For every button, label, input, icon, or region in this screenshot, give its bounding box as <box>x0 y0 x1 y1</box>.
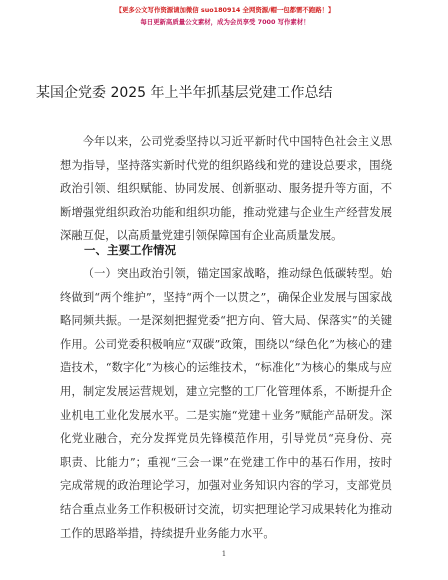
section-heading: 一、主要工作情况 <box>84 243 176 257</box>
page-number: 1 <box>221 550 227 558</box>
section-paragraph: （一）突出政治引领，锚定国家战略，推动绿色低碳转型。始终做到“两个维护”，坚持“两个一以贯之”，确保企业发展与国家战略同频共振。一是深刻把握党委“把方向、管大局、保落实”的关键作用。公司党委积极响应“双碳”政策，围绕以“绿色化”为核心的建造技术，“数字化”为核心的运维技术，“标准化”为核心的集成与应用，制定发展运营规划，建立完整的工厂化管理体系，不断提升企业机电工业化发展水平。二是实施“党建＋业务”赋能产品研发。深化党业融合，充分发挥党员先锋模范作用，引导党员“亮身份、亮职责、比能力”；重视“三会一课”在党建工作中的基石作用，按时完成常规的政治理论学习，加强对业务知识内容的学习，支部党员结合重点业务工作积极研讨交流，切实把理论学习成果转化为推动工作的思路举措，持续提升业务能力水平。 <box>60 267 392 540</box>
promo-banner <box>80 4 370 28</box>
intro-paragraph: 今年以来，公司党委坚持以习近平新时代中国特色社会主义思想为指导，坚持落实新时代党的组织路线和党的建设总要求，围绕政治引领、组织赋能、协同发展、创新驱动、服务提升等方面，不断增强党组织政治功能和组织功能，推动党建与企业生产经营发展深融互促，以高质量党建引领保障国有企业高质量发展。 <box>60 135 392 243</box>
promo-banner-line2: 每日更新高质量公文素材，成为会员享受 7000 写作素材！ <box>140 18 310 26</box>
promo-banner-line1: 【更多公文写作资源请加微信 suo180914 全网资源/帽一包都需不跑路！】 <box>115 6 335 14</box>
document-title: 某国企党委 2025 年上半年抓基层党建工作总结 <box>36 85 333 101</box>
